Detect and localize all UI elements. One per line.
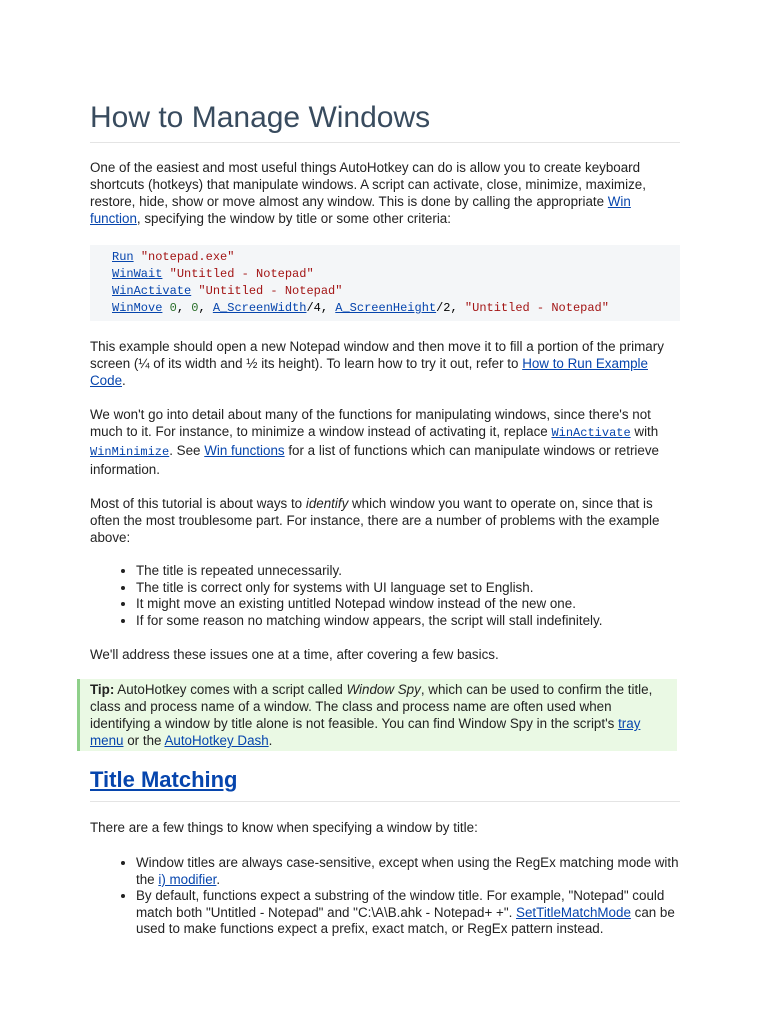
intro-paragraph: [90, 159, 680, 227]
winwait-link[interactable]: WinWait: [112, 267, 163, 281]
list-item-text-end: can be used to make functions expect a prefix, exact match, or RegEx pattern instead.: [136, 904, 675, 936]
code-line-2: [112, 266, 680, 283]
list-item-text-end: .: [216, 871, 221, 887]
identify-text-end: which window you want to operate on, since that is often the most troublesome part. For instance, there are a number of problems with the example above:: [90, 496, 660, 545]
detail-paragraph: [90, 406, 680, 478]
section-heading: [90, 763, 680, 802]
list-item: • If for some reason no matching window appears, the script will stall indefinitely.: [136, 613, 680, 630]
tip-text-end: .: [268, 733, 273, 748]
identify-paragraph: [90, 495, 680, 546]
title-matching-intro: There are a few things to know when specifying a window by title:: [90, 820, 478, 835]
article: [90, 96, 680, 938]
code-number: 0: [191, 301, 199, 315]
identify-emphasis: identify: [305, 496, 349, 511]
code-separator: ,: [320, 301, 336, 315]
explanation-text-end: .: [122, 373, 126, 388]
code-divide: /4: [306, 301, 321, 315]
autohotkey-dash-link[interactable]: AutoHotkey Dash: [164, 733, 269, 748]
tip-text-2: , which can be used to confirm the title, class and process name of a window. The class and process name are often used when identifying a window by title alone is not feasible. You can find Window Spy in the script's: [90, 682, 653, 731]
list-item: • The title is repeated unnecessarily.: [136, 563, 680, 580]
a-screenwidth-link[interactable]: A_ScreenWidth: [212, 301, 307, 315]
list-item: [136, 855, 680, 888]
code-example: [90, 245, 680, 321]
winminimize-inline-link[interactable]: WinMinimize: [90, 445, 170, 459]
code-string: "Untitled - Notepad": [198, 284, 343, 298]
code-string: "Untitled - Notepad": [464, 301, 609, 315]
win-functions-link[interactable]: Win functions: [204, 443, 285, 458]
title-matching-list: [90, 855, 680, 938]
list-item: [136, 888, 680, 938]
code-line-1: [112, 249, 680, 266]
detail-text-see: . See: [169, 443, 205, 458]
code-number: 0: [169, 301, 177, 315]
code-separator: ,: [176, 301, 192, 315]
code-string: "Untitled - Notepad": [169, 267, 314, 281]
a-screenheight-link[interactable]: A_ScreenHeight: [335, 301, 437, 315]
basics-paragraph: We'll address these issues one at a time, after covering a few basics.: [90, 647, 499, 662]
page-title: How to Manage Windows: [90, 96, 680, 143]
tip-text: AutoHotkey comes with a script called: [114, 682, 347, 697]
detail-text-end: for a list of functions which can manipulate windows or retrieve information.: [90, 443, 659, 477]
tip-label: Tip:: [90, 682, 115, 697]
winactivate-inline-link[interactable]: WinActivate: [551, 426, 631, 440]
explanation-text: This example should open a new Notepad window and then move it to fill a portion of the primary screen (¼ of its width and ½ its height). To learn how to try it out, refer to: [90, 339, 664, 371]
list-item-text: By default, functions expect a substring of the window title. For example, "Notepad" could match both "Untitled - Notepad" and "C:\A\B.ahk - Notepad+ +".: [136, 888, 665, 920]
window-spy-emphasis: Window Spy: [346, 682, 421, 697]
win-function-link[interactable]: Win function: [90, 194, 631, 226]
problems-list: [90, 563, 680, 629]
code-string: "notepad.exe": [140, 250, 235, 264]
list-item: • The title is correct only for systems with UI language set to English.: [136, 580, 680, 597]
title-matching-link[interactable]: Title Matching: [90, 767, 238, 792]
tip-box: [77, 679, 677, 751]
tray-menu-link[interactable]: tray menu: [90, 716, 641, 748]
list-item-text: Window titles are always case-sensitive, except when using the RegEx matching mode with the: [136, 855, 679, 887]
tip-text-3: or the: [123, 733, 165, 748]
how-to-run-link[interactable]: How to Run Example Code: [90, 356, 648, 388]
intro-text: One of the easiest and most useful things AutoHotkey can do is allow you to create keyboard shortcuts (hotkeys) that manipulate windows. A script can activate, close, minimize, maximize, restore, hide, show or move almost any window. This is done by calling the appropriate: [90, 160, 646, 209]
code-divide: /2: [436, 301, 451, 315]
intro-text-end: , specifying the window by title or some other criteria:: [136, 211, 451, 226]
identify-text: Most of this tutorial is about ways to: [90, 496, 306, 511]
settitlematchmode-link[interactable]: SetTitleMatchMode: [516, 904, 631, 920]
detail-text-with: with: [630, 424, 659, 439]
winmove-link[interactable]: WinMove: [112, 301, 163, 315]
code-line-4: [112, 300, 680, 317]
list-item: • It might move an existing untitled Notepad window instead of the new one.: [136, 596, 680, 613]
code-separator: ,: [198, 301, 213, 315]
winactivate-link[interactable]: WinActivate: [112, 284, 192, 298]
code-line-3: [112, 283, 680, 300]
i-modifier-link[interactable]: i) modifier: [158, 871, 217, 887]
detail-text: We won't go into detail about many of the functions for manipulating windows, since there's not much to it. For instance, to minimize a window instead of activating it, replace: [90, 407, 651, 439]
run-link[interactable]: Run: [112, 250, 134, 264]
code-separator: ,: [450, 301, 465, 315]
explanation-paragraph: [90, 338, 680, 389]
